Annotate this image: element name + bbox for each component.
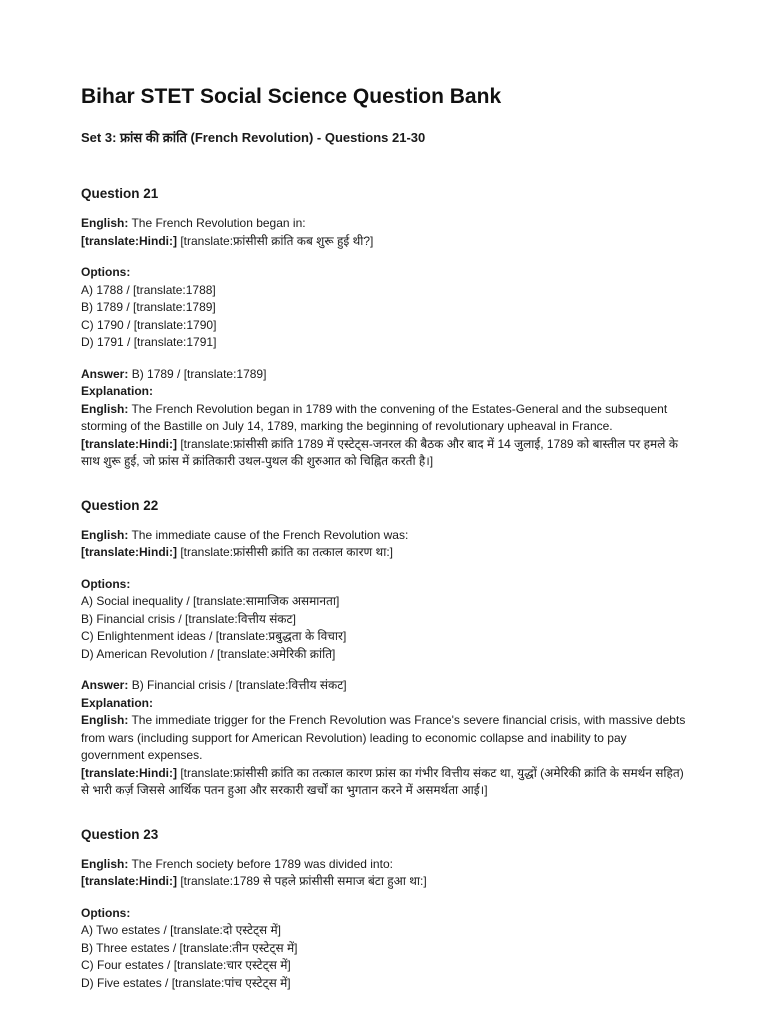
- explanation-label: Explanation:: [81, 695, 154, 710]
- explanation-english-text: The French Revolution began in 1789 with the convening of the Estates-General and the subsequent storming of the Bastille on July 14, 1789, marking the beginning of revolutionary upheaval in France.: [81, 401, 668, 433]
- question-22: [81, 497, 691, 800]
- options-label: Options:: [81, 905, 131, 920]
- option-c: C) Enlightenment ideas / [translate:प्रबुद्धता के विचार]: [81, 629, 347, 643]
- question-english-text: The French Revolution began in:: [131, 216, 306, 230]
- english-label: English:: [81, 856, 129, 871]
- question-title: Question 21: [81, 186, 159, 201]
- explanation-english: [81, 401, 691, 436]
- question-english-text: The immediate cause of the French Revolution was:: [131, 527, 409, 542]
- english-label: English:: [81, 216, 129, 230]
- options-label: Options:: [81, 576, 131, 591]
- answer-line: [81, 366, 691, 384]
- option-d: D) 1791 / [translate:1791]: [81, 335, 217, 349]
- question-hindi-text: [translate:फ्रांसीसी क्रांति का तत्काल कारण था:]: [180, 545, 393, 559]
- answer-text: B) Financial crisis / [translate:वित्तीय संकट]: [131, 678, 347, 692]
- option-c: C) 1790 / [translate:1790]: [81, 317, 217, 332]
- question-hindi: [81, 233, 691, 251]
- options-block: [81, 576, 691, 664]
- answer-block: [81, 677, 691, 800]
- hindi-label: [translate:Hindi:]: [81, 233, 177, 248]
- explanation-label: Explanation:: [81, 384, 154, 398]
- option-b: B) Financial crisis / [translate:वित्तीय संकट]: [81, 611, 296, 626]
- set-subtitle: Set 3: फ्रांस की क्रांति (French Revolution) - Questions 21-30: [81, 130, 426, 145]
- answer-label: Answer:: [81, 366, 129, 381]
- question-hindi: [81, 873, 691, 891]
- hindi-label: [translate:Hindi:]: [81, 436, 177, 451]
- answer-text: B) 1789 / [translate:1789]: [131, 366, 267, 381]
- option-c: C) Four estates / [translate:चार एस्टेट्स में]: [81, 958, 291, 972]
- question-english: [81, 215, 691, 233]
- answer-line: [81, 677, 691, 695]
- option-b: B) 1789 / [translate:1789]: [81, 300, 216, 314]
- option-b: B) Three estates / [translate:तीन एस्टेट्स में]: [81, 940, 298, 955]
- explanation-hindi: [81, 765, 691, 800]
- options-label: Options:: [81, 265, 131, 279]
- explanation-english-text: The immediate trigger for the French Revolution was France's severe financial crisis, with massive debts from wars (including support for American Revolution) leading to economic collapse and inability to pay government expenses.: [81, 713, 686, 762]
- question-hindi-text: [translate:1789 से पहले फ्रांसीसी समाज बंटा हुआ था:]: [180, 874, 427, 888]
- question-title: Question 23: [81, 826, 159, 842]
- page-title: Bihar STET Social Science Question Bank: [81, 85, 502, 108]
- option-d: D) Five estates / [translate:पांच एस्टेट्स में]: [81, 975, 291, 990]
- answer-label: Answer:: [81, 678, 129, 692]
- option-a: A) Social inequality / [translate:सामाजिक असमानता]: [81, 594, 340, 608]
- option-d: D) American Revolution / [translate:अमेरिकी क्रांति]: [81, 646, 336, 661]
- hindi-label: [translate:Hindi:]: [81, 874, 177, 888]
- document-page: [81, 84, 691, 992]
- english-label: English:: [81, 713, 129, 727]
- question-title: Question 22: [81, 497, 159, 513]
- english-label: English:: [81, 527, 129, 542]
- explanation-hindi-text: [translate:फ्रांसीसी क्रांति 1789 में एस्टेट्स-जनरल की बैठक और बाद में 14 जुलाई, 1789 को बास्तील पर हमले के साथ शुरू हुई, जो फ्रांस में क्रांतिकारी उथल-पुथल की शुरुआत को चिह्नित करती है।]: [81, 436, 678, 468]
- english-label: English:: [81, 401, 129, 416]
- question-english: [81, 856, 691, 874]
- question-hindi-text: [translate:फ्रांसीसी क्रांति कब शुरू हुई थी?]: [180, 233, 374, 248]
- question-23: [81, 826, 691, 993]
- explanation-hindi: [81, 436, 691, 471]
- option-a: A) 1788 / [translate:1788]: [81, 282, 216, 297]
- answer-block: [81, 366, 691, 471]
- hindi-label: [translate:Hindi:]: [81, 545, 177, 559]
- question-english-text: The French society before 1789 was divided into:: [131, 856, 393, 871]
- explanation-hindi-text: [translate:फ्रांसीसी क्रांति का तत्काल कारण फ्रांस का गंभीर वित्तीय संकट था, युद्धों (अमेरिकी क्रांति के समर्थन सहित) से भारी कर्ज़ जिससे आर्थिक पतन हुआ और सरकारी खर्चों का भुगतान करने में असमर्थता आई।]: [81, 765, 684, 797]
- explanation-english: [81, 712, 691, 765]
- options-block: [81, 905, 691, 993]
- question-21: [81, 185, 691, 471]
- question-english: [81, 527, 691, 545]
- option-a: A) Two estates / [translate:दो एस्टेट्स में]: [81, 923, 282, 937]
- question-hindi: [81, 544, 691, 562]
- hindi-label: [translate:Hindi:]: [81, 765, 177, 780]
- options-block: [81, 264, 691, 352]
